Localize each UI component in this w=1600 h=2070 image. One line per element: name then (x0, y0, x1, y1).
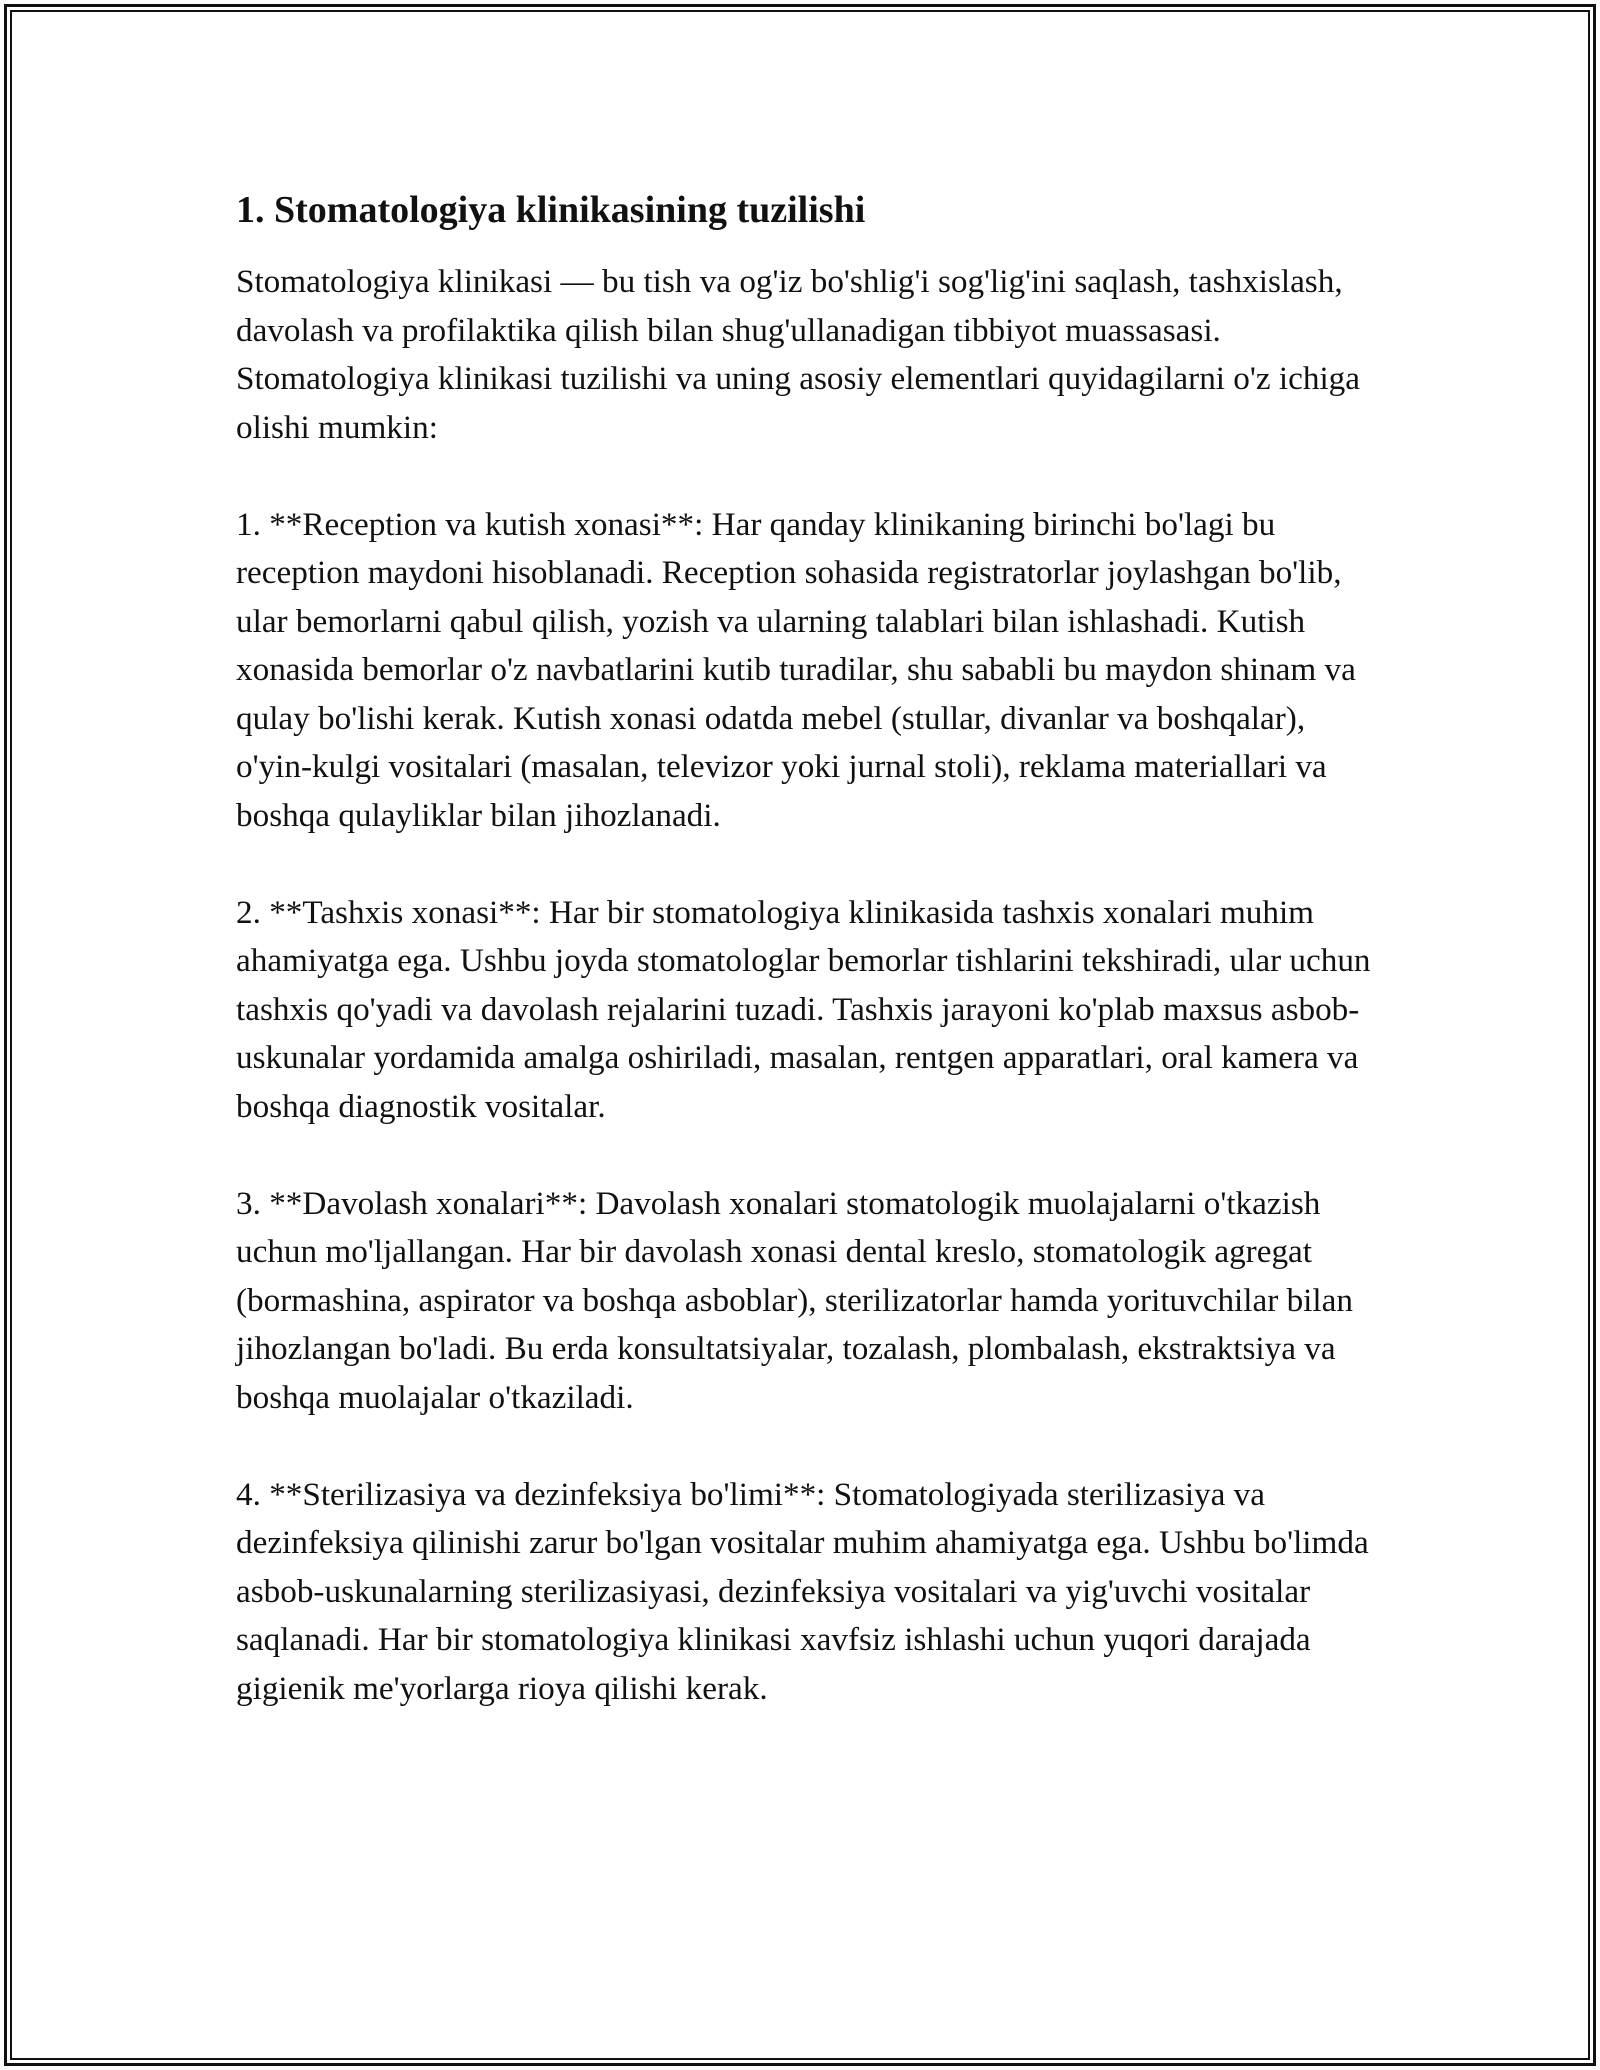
section-reception: 1. **Reception va kutish xonasi**: Har qanday klinikaning birinchi bo'lagi bu reception maydoni hisoblanadi. Reception sohasida registratorlar joylashgan bo'lib, ular bemorlarni qabul qilish, yozish va ularning talablari bilan ishlashadi. Kutish xonasida bemorlar o'z navbatlarini kutib turadilar, shu sababli bu maydon shinam va qulay bo'lishi kerak. Kutish xonasi odatda mebel (stullar, divanlar va boshqalar), o'yin-kulgi vositalari (masalan, televizor yoki jurnal stoli), reklama materiallari va boshqa qulayliklar bilan jihozlanadi. (236, 505, 1356, 834)
section-diagnosis: 2. **Tashxis xonasi**: Har bir stomatologiya klinikasida tashxis xonalari muhim ahamiyatga ega. Ushbu joyda stomatologlar bemorlar tishlarini tekshiradi, ular uchun tashxis qo'yadi va davolash rejalarini tuzadi. Tashxis jarayoni ko'plab maxsus asbob-uskunalar yordamida amalga oshiriladi, masalan, rentgen apparatlari, oral kamera va boshqa diagnostik vositalar. (236, 893, 1371, 1125)
section-treatment: 3. **Davolash xonalari**: Davolash xonalari stomatologik muolajalarni o'tkazish uchun mo'ljallangan. Har bir davolash xonasi dental kreslo, stomatologik agregat (bormashina, aspirator va boshqa asboblar), sterilizatorlar hamda yorituvchilar bilan jihozlangan bo'ladi. Bu erda konsultatsiyalar, tozalash, plombalash, ekstraktsiya va boshqa muolajalar o'tkaziladi. (236, 1184, 1353, 1416)
document-title: 1. Stomatologiya klinikasining tuzilishi (236, 189, 866, 231)
document-body (236, 186, 1376, 1762)
section-sterilization: 4. **Sterilizasiya va dezinfeksiya bo'limi**: Stomatologiyada sterilizasiya va dezinfeksiya qilinishi zarur bo'lgan vositalar muhim ahamiyatga ega. Ushbu bo'limda asbob-uskunalarning sterilizasiyasi, dezinfeksiya vositalari va yig'uvchi vositalar saqlanadi. Har bir stomatologiya klinikasi xavfsiz ishlashi uchun yuqori darajada gigienik me'yorlarga rioya qilishi kerak. (236, 1475, 1369, 1707)
intro-paragraph: Stomatologiya klinikasi — bu tish va og'iz bo'shlig'i sog'lig'ini saqlash, tashxislash, davolash va profilaktika qilish bilan shug'ullanadigan tibbiyot muassasasi. Stomatologiya klinikasi tuzilishi va uning asosiy elementlari quyidagilarni o'z ichiga olishi mumkin: (236, 263, 1360, 446)
